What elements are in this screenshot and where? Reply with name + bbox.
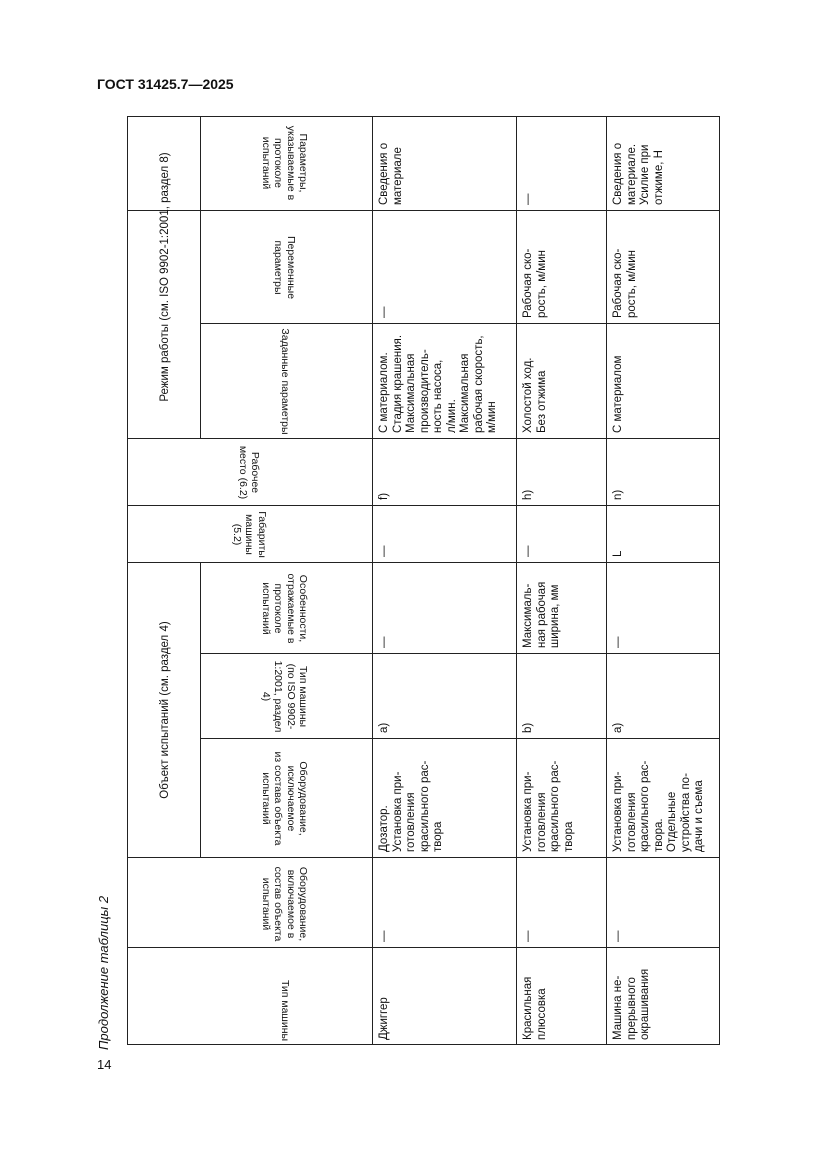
header-machine-dimensions: Габариты машины (5.2) [230,511,268,558]
cell-included-equipment: — [612,930,624,942]
cell-workplace: h) [522,489,534,500]
header-workplace: Рабочее место (6.2) [237,445,262,500]
header-excluded-equipment: Оборудование, исключаемое из состава объекта испытаний [260,751,310,846]
cell-excluded-equipment: Установка при- готовления красильного рас- твора [522,760,575,852]
header-machine-type: Тип машины [278,979,291,1042]
header-report-parameters: Параметры, указываемые в протоколе испытаний [260,125,310,201]
cell-iso-machine-type: b) [522,722,534,733]
cell-report-parameters: — [522,193,534,205]
cell-set-parameters: С материалом. Стадия крашения. Максимальная производитель- ность насоса, л/мин. Максимальная рабочая скорость, м/мин [378,334,498,433]
cell-report-parameters: Сведения о материале [378,142,404,205]
group-test-object: Объект испытаний (см. раздел 4) [159,621,171,799]
table-continuation-caption: Продолжение таблицы 2 [96,895,111,1050]
header-variable-parameters: Переменные параметры [272,235,297,300]
cell-included-equipment: — [378,930,390,942]
cell-machine-dimensions: L [612,550,624,557]
cell-variable-parameters: — [378,306,390,318]
cell-machine-type: Машина не- прерывного окрашивания [612,968,651,1040]
table-row [522,116,606,1040]
header-set-parameters: Заданные параметры [278,328,291,435]
header-report-features: Особенности, отражаемые в протоколе испытаний [260,573,310,644]
cell-report-features: — [378,636,390,648]
document-code: ГОСТ 31425.7—2025 [97,76,234,92]
header-iso-machine-type: Тип машины (по ISO 9902- 1:2001, раздел 4) [260,660,310,733]
cell-iso-machine-type: a) [378,722,390,733]
group-operating-mode: Режим работы (см. ISO 9902-1:2001, раздел 8) [159,152,171,402]
cell-set-parameters: С материалом [612,355,624,433]
cell-machine-dimensions: — [522,545,534,557]
cell-iso-machine-type: a) [612,722,624,733]
cell-variable-parameters: Рабочая ско- рость, м/мин [522,248,548,318]
table-row [378,116,514,1040]
cell-report-parameters: Сведения о материале. Усилие при отжиме, Н [612,142,665,205]
cell-workplace: n) [612,489,624,500]
cell-excluded-equipment: Дозатор. Установка при- готовления красильного рас- твора [378,760,444,852]
cell-excluded-equipment: Установка при- готовления красильного рас- твора. Отдельные устройства по- дачи и съема [612,760,705,852]
cell-included-equipment: — [522,930,534,942]
cell-variable-parameters: Рабочая ско- рость, м/мин [612,248,638,318]
cell-set-parameters: Холостой ход. Без отжима [522,357,548,433]
cell-report-features: — [612,636,624,648]
header-included-equipment: Оборудование, включаемое в состав объекта испытаний [260,866,310,942]
cell-workplace: f) [378,492,390,500]
cell-report-features: Максималь- ная рабочая ширина, мм [522,581,561,648]
cell-machine-type: Красильная плюсовка [522,976,548,1040]
page-number: 14 [97,1057,112,1072]
cell-machine-type: Джиггер [378,997,390,1040]
cell-machine-dimensions: — [378,545,390,557]
table-row [612,116,718,1040]
